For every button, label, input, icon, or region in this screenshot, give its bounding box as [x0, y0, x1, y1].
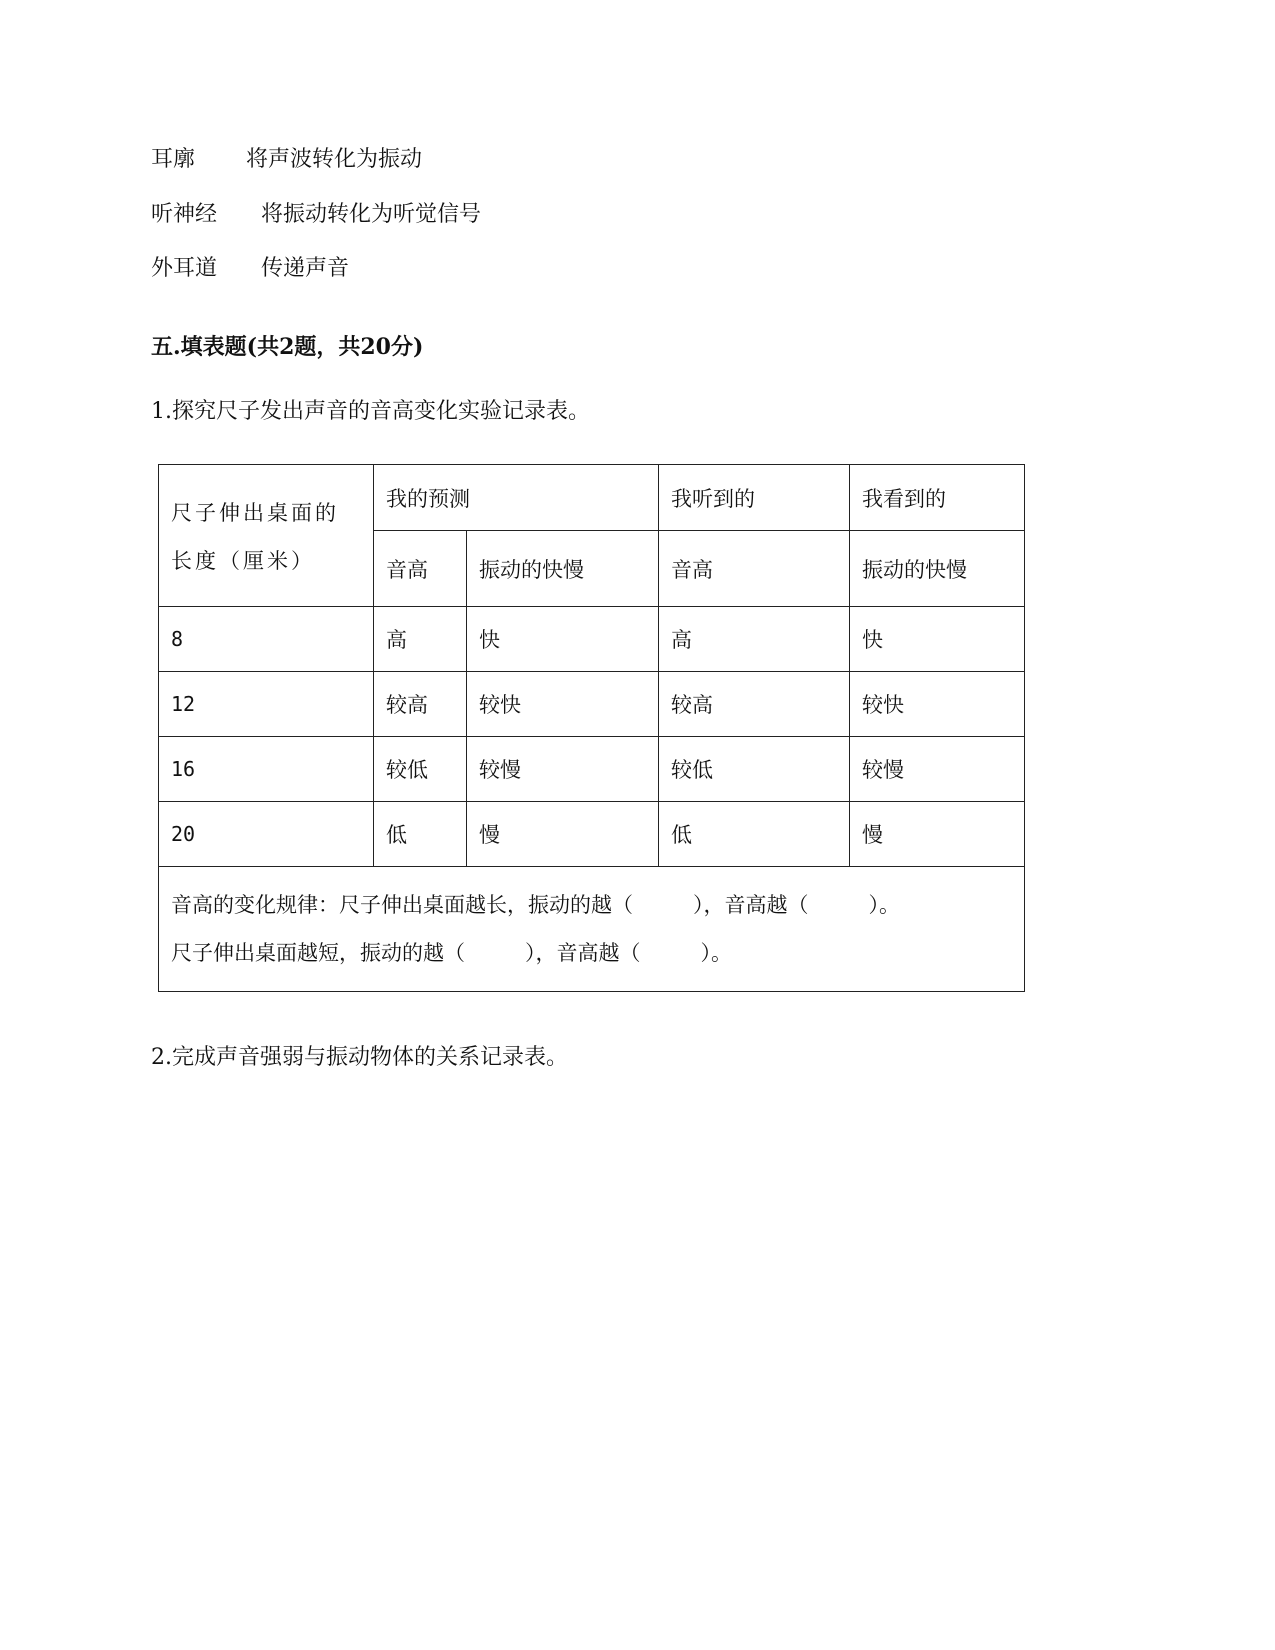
heard-pitch-cell: 低 — [659, 802, 850, 867]
summary-text: ），音高越（ — [525, 941, 641, 965]
table-row — [159, 737, 1025, 802]
ear-part-function: 传递声音 — [261, 256, 350, 281]
pred-pitch-cell: 较低 — [374, 737, 467, 802]
summary-text: 尺子伸出桌面越短，振动的越（ — [171, 941, 465, 965]
length-cell: 8 — [159, 607, 374, 672]
summary-cell — [159, 867, 1025, 992]
pred-speed-cell: 较快 — [467, 672, 659, 737]
ear-part-row — [151, 254, 349, 284]
ear-part-function: 将声波转化为振动 — [246, 147, 423, 172]
summary-line-2 — [171, 929, 1012, 977]
seen-speed-cell: 快 — [850, 607, 1025, 672]
table-row — [159, 607, 1025, 672]
summary-text: ），音高越（ — [693, 893, 809, 917]
table-row — [159, 802, 1025, 867]
length-cell: 16 — [159, 737, 374, 802]
seen-header-cell: 我看到的 — [850, 465, 1025, 531]
ear-part-name: 外耳道 — [151, 256, 218, 281]
seen-speed-cell: 较快 — [850, 672, 1025, 737]
pitch-record-table — [158, 464, 1025, 992]
pred-speed-cell: 慢 — [467, 802, 659, 867]
pred-speed-cell: 快 — [467, 607, 659, 672]
summary-row — [159, 867, 1025, 992]
summary-text: ）。 — [700, 941, 732, 965]
ear-part-name: 耳廓 — [151, 147, 196, 172]
question-1: 1.探究尺子发出声音的音高变化实验记录表。 — [151, 399, 590, 424]
summary-text: ）。 — [868, 893, 900, 917]
seen-speed-cell: 慢 — [850, 802, 1025, 867]
summary-text: 音高的变化规律：尺子伸出桌面越长，振动的越（ — [171, 893, 633, 917]
ear-part-function: 将振动转化为听觉信号 — [261, 202, 482, 227]
ear-part-row — [151, 145, 422, 175]
heard-pitch-subheader: 音高 — [659, 531, 850, 607]
pred-pitch-cell: 较高 — [374, 672, 467, 737]
pred-pitch-cell: 低 — [374, 802, 467, 867]
table-header-row — [159, 465, 1025, 531]
section-title: 五.填表题(共2题，共20分) — [151, 334, 424, 360]
heard-header-cell: 我听到的 — [659, 465, 850, 531]
length-header-cell: 尺子伸出桌面的长度（厘米） — [159, 465, 374, 607]
heard-pitch-cell: 高 — [659, 607, 850, 672]
summary-line-1 — [171, 881, 1012, 929]
heard-pitch-cell: 较高 — [659, 672, 850, 737]
seen-speed-subheader: 振动的快慢 — [850, 531, 1025, 607]
pred-pitch-subheader: 音高 — [374, 531, 467, 607]
seen-speed-cell: 较慢 — [850, 737, 1025, 802]
question-2: 2.完成声音强弱与振动物体的关系记录表。 — [151, 1045, 568, 1070]
table-row — [159, 672, 1025, 737]
pred-pitch-cell: 高 — [374, 607, 467, 672]
length-cell: 20 — [159, 802, 374, 867]
ear-part-row — [151, 200, 481, 230]
heard-pitch-cell: 较低 — [659, 737, 850, 802]
pred-speed-cell: 较慢 — [467, 737, 659, 802]
ear-part-name: 听神经 — [151, 202, 218, 227]
length-cell: 12 — [159, 672, 374, 737]
prediction-header-cell: 我的预测 — [374, 465, 659, 531]
pred-speed-subheader: 振动的快慢 — [467, 531, 659, 607]
